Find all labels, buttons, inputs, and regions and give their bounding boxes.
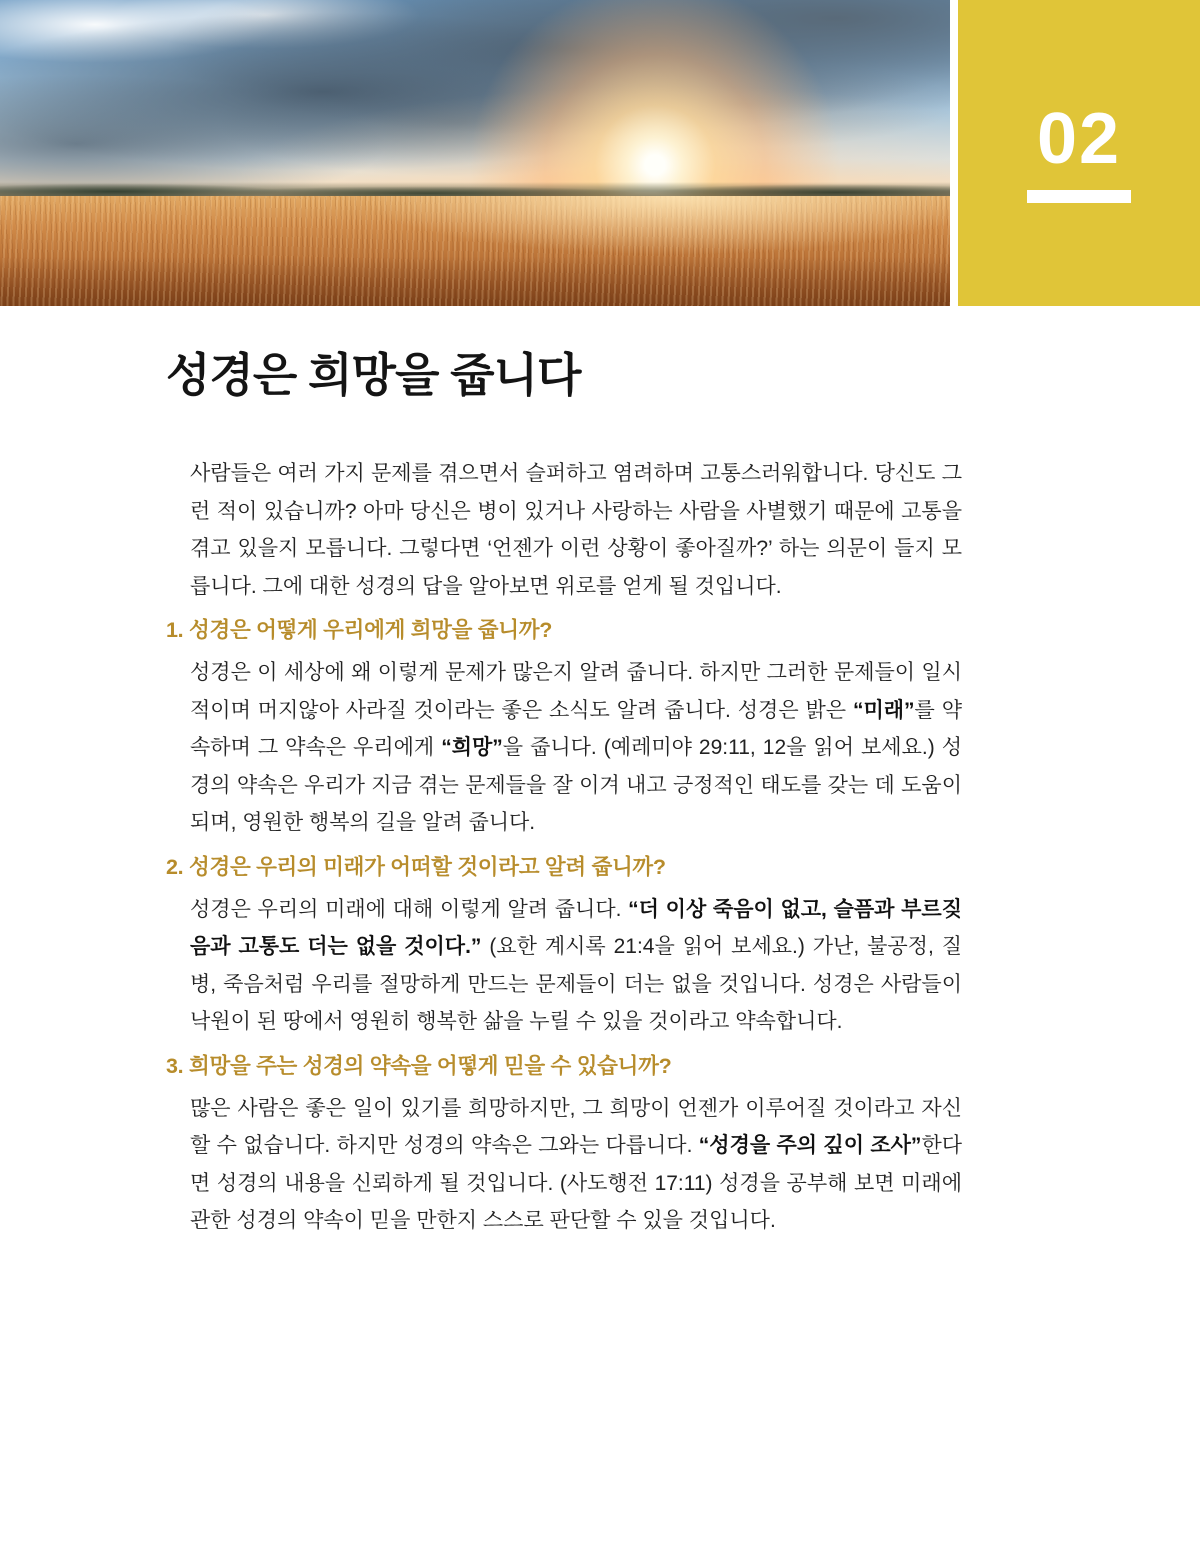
scripture-quote-bold: “희망” <box>441 736 503 759</box>
body-text-run: 성경은 우리의 미래에 대해 이렇게 알려 줍니다. <box>190 897 629 921</box>
body-text-run: (요한 계시록 21:4을 읽어 보세요.) 가난, 불공정, 질병, 죽음처럼 우리를 절망하게 만드는 문제들이 더는 없을 것입니다. 성경은 사람들이 낙원이 된 땅에서 영원히 행복한 삶을 누릴 수 있을 것이라고 약속합니다. <box>190 935 962 1033</box>
question-heading-2: 2. 성경은 우리의 미래가 어떠할 것이라고 알려 줍니까? <box>166 854 666 879</box>
question-heading-3: 3. 희망을 주는 성경의 약속을 어떻게 믿을 수 있습니까? <box>166 1053 672 1078</box>
section-question-2 <box>166 852 962 1041</box>
scripture-quote-bold: “성경을 주의 깊이 조사” <box>698 1134 922 1157</box>
section-question-1 <box>166 615 962 842</box>
intro-paragraph: 사람들은 여러 가지 문제를 겪으면서 슬퍼하고 염려하며 고통스러워합니다. 당신도 그런 적이 있습니까? 아마 당신은 병이 있거나 사랑하는 사람을 사별했기 때문에 고통을 겪고 있을지 모릅니다. 그렇다면 ‘언젠가 이런 상황이 좋아질까?’ 하는 의문이 들지 모릅니다. 그에 대한 성경의 답을 알아보면 위로를 얻게 될 것입니다. <box>190 462 962 598</box>
article <box>166 348 962 1240</box>
body-text-run: 한다면 성경의 내용을 신뢰하게 될 것입니다. (사도행전 17:11) 성경을 공부해 보면 미래에 관한 성경의 약속이 믿을 만한지 스스로 판단할 수 있을 것입니다. <box>190 1134 963 1232</box>
chapter-underline <box>1027 190 1131 203</box>
section-question-3 <box>166 1051 962 1240</box>
body-text-run: 성경은 이 세상에 왜 이렇게 문제가 많은지 알려 줍니다. 하지만 그러한 문제들이 일시적이며 머지않아 사라질 것이라는 좋은 소식도 알려 줍니다. 성경은 밝은 <box>190 661 962 722</box>
body-text-run: 을 줍니다. (예레미야 29:11, 12을 읽어 보세요.) 성경의 약속은 우리가 지금 겪는 문제들을 잘 이겨 내고 긍정적인 태도를 갖는 데 도움이 되며, 영원한 행복의 길을 알려 줍니다. <box>190 736 962 834</box>
answer-paragraph-1 <box>190 654 962 842</box>
page-title: 성경은 희망을 줍니다 <box>166 349 581 401</box>
wheat-field <box>0 196 950 306</box>
body-text-run: 를 약속하며 그 약속은 우리에게 <box>190 698 962 759</box>
answer-paragraph-3 <box>190 1090 962 1240</box>
answer-paragraph-2 <box>190 891 962 1041</box>
hero-photo <box>0 0 950 306</box>
question-heading-1: 1. 성경은 어떻게 우리에게 희망을 줍니까? <box>166 618 553 642</box>
body-text-run: 많은 사람은 좋은 일이 있기를 희망하지만, 그 희망이 언젠가 이루어질 것이라고 자신할 수 없습니다. 하지만 성경의 약속은 그와는 다릅니다. <box>190 1096 962 1157</box>
scripture-quote-bold: “더 이상 죽음이 없고, 슬픔과 부르짖음과 고통도 더는 없을 것이다.” <box>190 897 963 958</box>
chapter-number: 02 <box>1036 99 1122 179</box>
chapter-badge <box>958 0 1200 306</box>
scripture-quote-bold: “미래” <box>852 698 915 722</box>
